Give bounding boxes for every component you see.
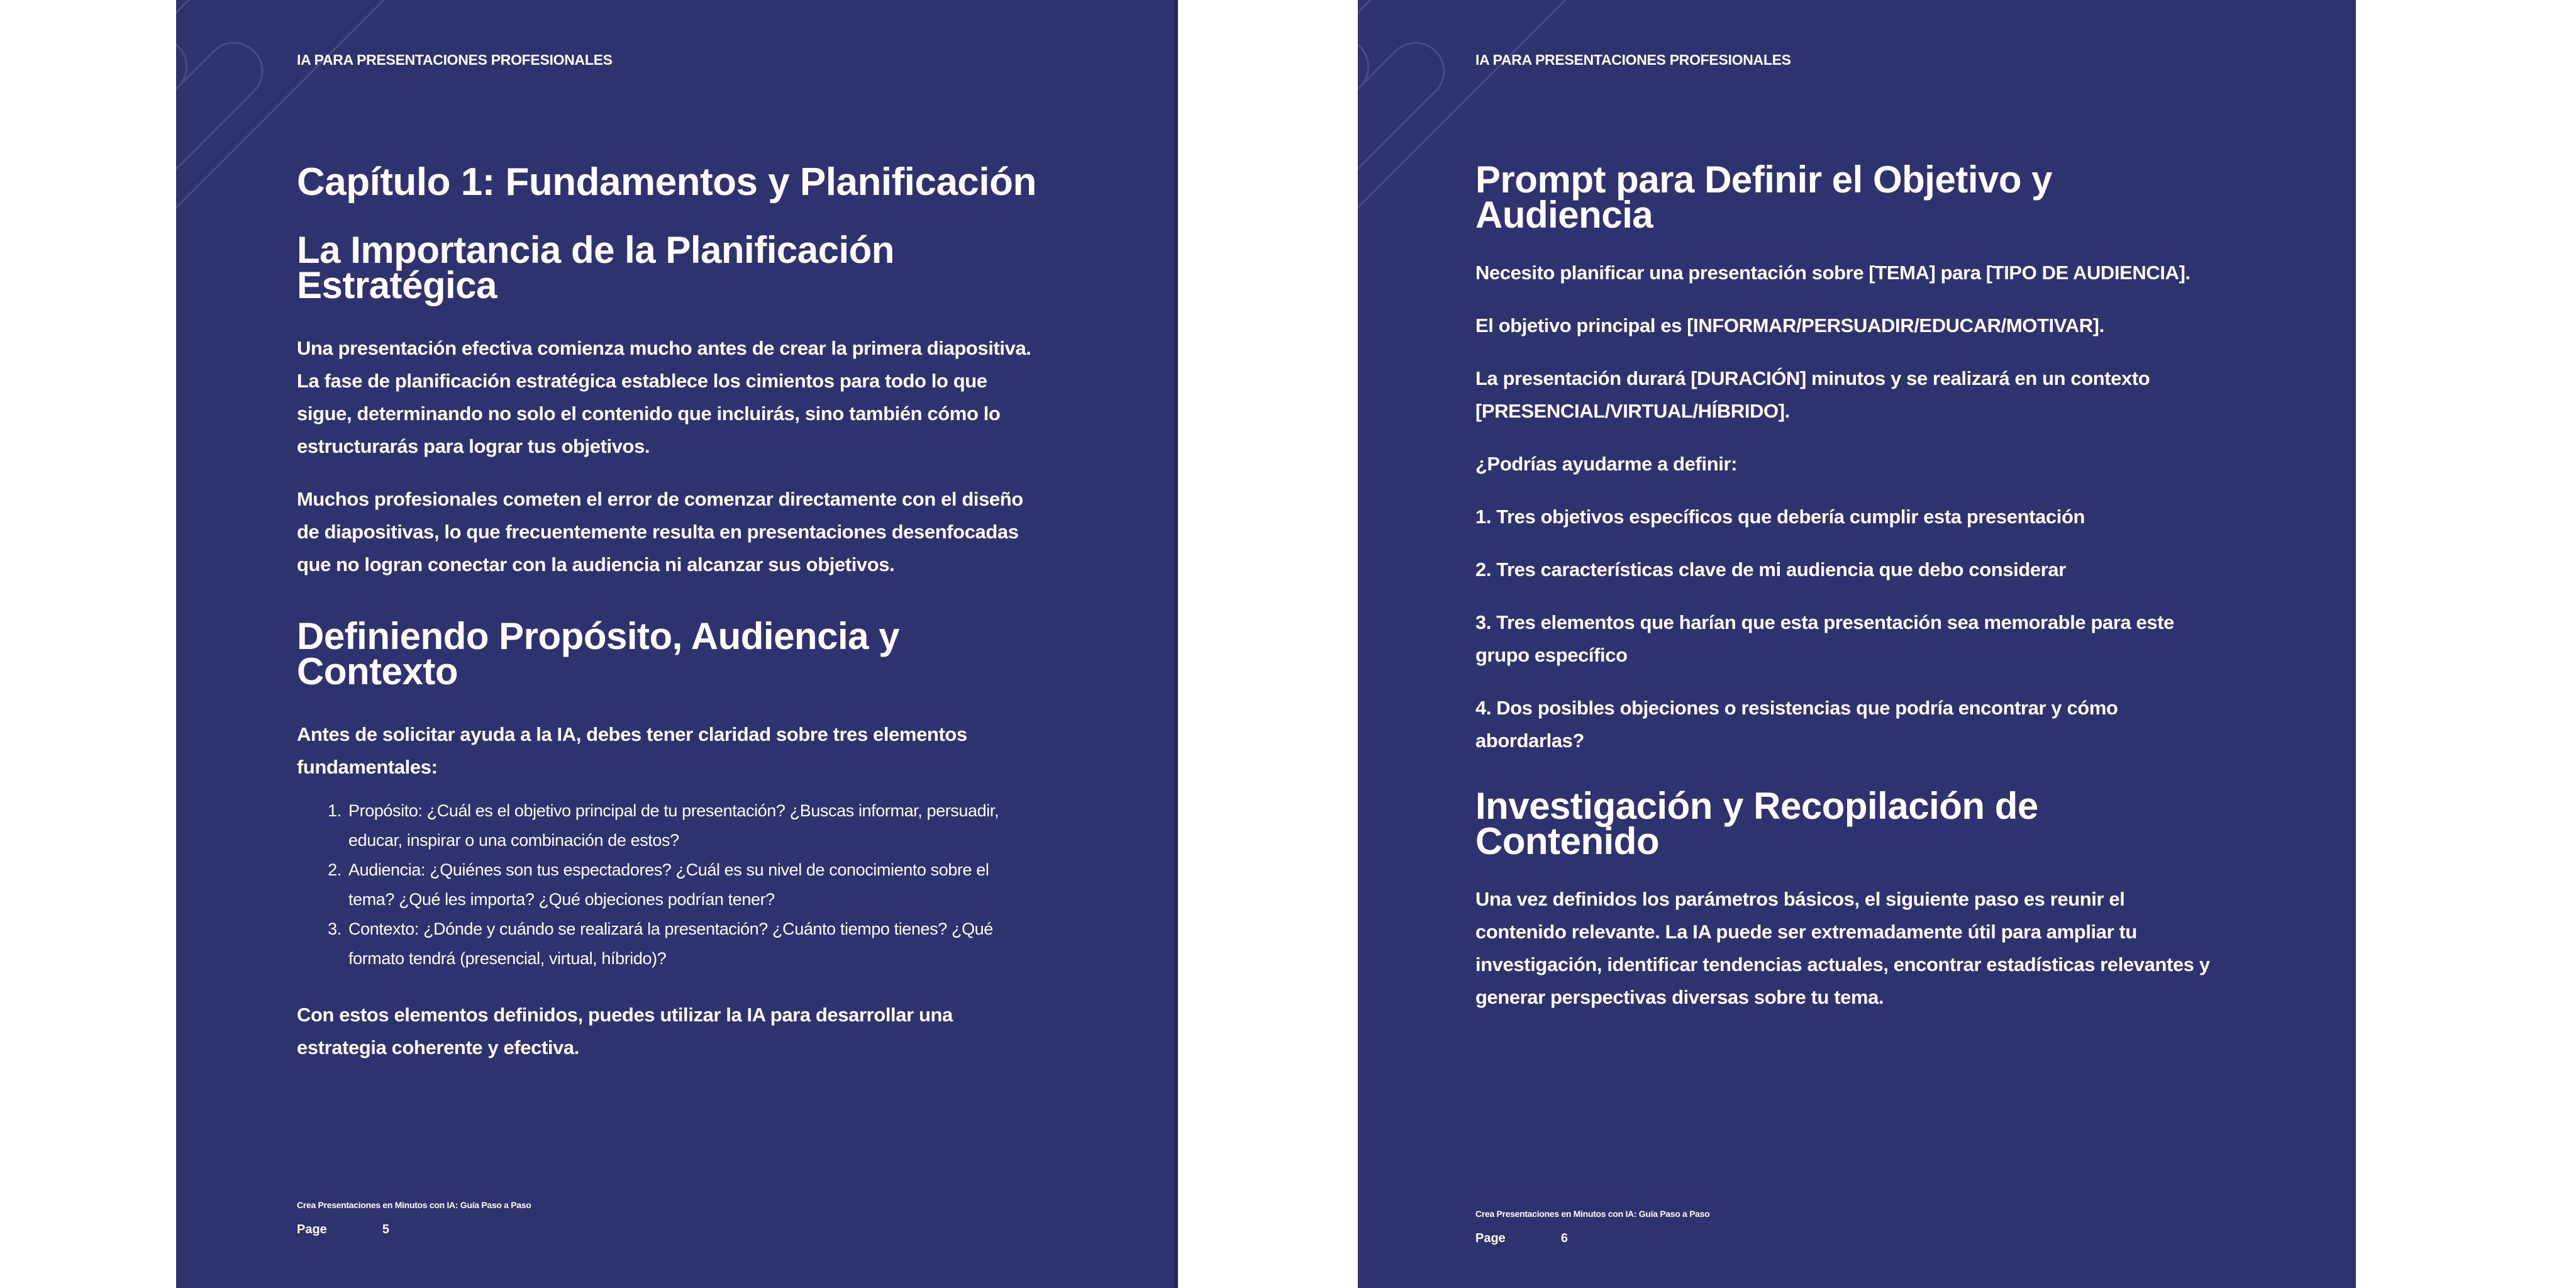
section-title: La Importancia de la Planificación Estratégica bbox=[297, 229, 894, 306]
page-footer bbox=[1475, 1209, 1710, 1246]
page-label: Page bbox=[297, 1223, 327, 1236]
footer-book-title: Crea Presentaciones en Minutos con IA: Guía Paso a Paso bbox=[1475, 1209, 1710, 1219]
page-footer bbox=[297, 1200, 531, 1237]
page-number: 5 bbox=[382, 1223, 389, 1236]
paragraph: Muchos profesionales cometen el error de comenzar directamente con el diseño de diapositivas, lo que frecuentemente resulta en presentaciones desenfocadas que no logran conectar con la audiencia ni alcanzar sus objetivos. bbox=[297, 488, 1023, 575]
chapter-title: Capítulo 1: Fundamentos y Planificación bbox=[297, 160, 1036, 204]
paragraph: Una vez definidos los parámetros básicos, el siguiente paso es reunir el contenido relevante. La IA puede ser extremadamente útil para ampliar tu investigación, identificar tendencias actuales, encontrar estadísticas relevantes y generar perspectivas diversas sobre tu tema. bbox=[1475, 888, 2210, 1008]
prompt-line: La presentación durará [DURACIÓN] minutos y se realizará en un contexto [PRESENCIAL/VIRTUAL/HÍBRIDO]. bbox=[1475, 367, 2150, 422]
running-header: IA PARA PRESENTACIONES PROFESIONALES bbox=[1475, 52, 1791, 68]
footer-book-title: Crea Presentaciones en Minutos con IA: Guía Paso a Paso bbox=[297, 1200, 531, 1210]
footer-page bbox=[297, 1223, 531, 1237]
running-header: IA PARA PRESENTACIONES PROFESIONALES bbox=[297, 52, 613, 68]
list-item: 3. Contexto: ¿Dónde y cuándo se realizará la presentación? ¿Cuánto tiempo tienes? ¿Qué formato tendrá (presencial, virtual, híbrido)? bbox=[346, 914, 1039, 974]
section-title: Prompt para Definir el Objetivo y Audiencia bbox=[1475, 158, 2053, 236]
section-title: Investigación y Recopilación de Contenido bbox=[1475, 785, 2038, 862]
prompt-line: 1. Tres objetivos específicos que debería cumplir esta presentación bbox=[1475, 506, 2085, 528]
paragraph: Antes de solicitar ayuda a la IA, debes tener claridad sobre tres elementos fundamentales: bbox=[297, 723, 967, 778]
footer-page bbox=[1475, 1231, 1710, 1246]
page-label: Page bbox=[1475, 1231, 1506, 1245]
prompt-line: ¿Podrías ayudarme a definir: bbox=[1475, 453, 1738, 475]
prompt-line: El objetivo principal es [INFORMAR/PERSUADIR/EDUCAR/MOTIVAR]. bbox=[1475, 314, 2104, 336]
list-item: 1. Propósito: ¿Cuál es el objetivo principal de tu presentación? ¿Buscas informar, persuadir, educar, inspirar o una combinación de estos? bbox=[346, 796, 1039, 855]
page-content bbox=[297, 162, 1039, 1084]
page-6 bbox=[1358, 0, 2356, 1288]
prompt-line: 3. Tres elementos que harían que esta presentación sea memorable para este grupo específico bbox=[1475, 611, 2174, 666]
paragraph: Una presentación efectiva comienza mucho antes de crear la primera diapositiva. La fase de planificación estratégica establece los cimientos para todo lo que sigue, determinando no solo el contenido que incluirás, sino también cómo lo estructurarás para lograr tus objetivos. bbox=[297, 337, 1031, 457]
page-number: 6 bbox=[1560, 1231, 1568, 1245]
prompt-line: Necesito planificar una presentación sobre [TEMA] para [TIPO DE AUDIENCIA]. bbox=[1475, 262, 2190, 284]
section-title: Definiendo Propósito, Audiencia y Contexto bbox=[297, 615, 900, 692]
list-item: 2. Audiencia: ¿Quiénes son tus espectadores? ¿Cuál es su nivel de conocimiento sobre el tema? ¿Qué les importa? ¿Qué objeciones podrían tener? bbox=[346, 855, 1039, 914]
page-content bbox=[1475, 158, 2218, 1034]
prompt-line: 2. Tres características clave de mi audiencia que debo considerar bbox=[1475, 558, 2066, 580]
prompt-line: 4. Dos posibles objeciones o resistencias que podría encontrar y cómo abordarlas? bbox=[1475, 697, 2118, 752]
page-5 bbox=[176, 0, 1178, 1288]
paragraph: Con estos elementos definidos, puedes utilizar la IA para desarrollar una estrategia coherente y efectiva. bbox=[297, 1004, 953, 1058]
fundamentals-list bbox=[297, 796, 1039, 974]
